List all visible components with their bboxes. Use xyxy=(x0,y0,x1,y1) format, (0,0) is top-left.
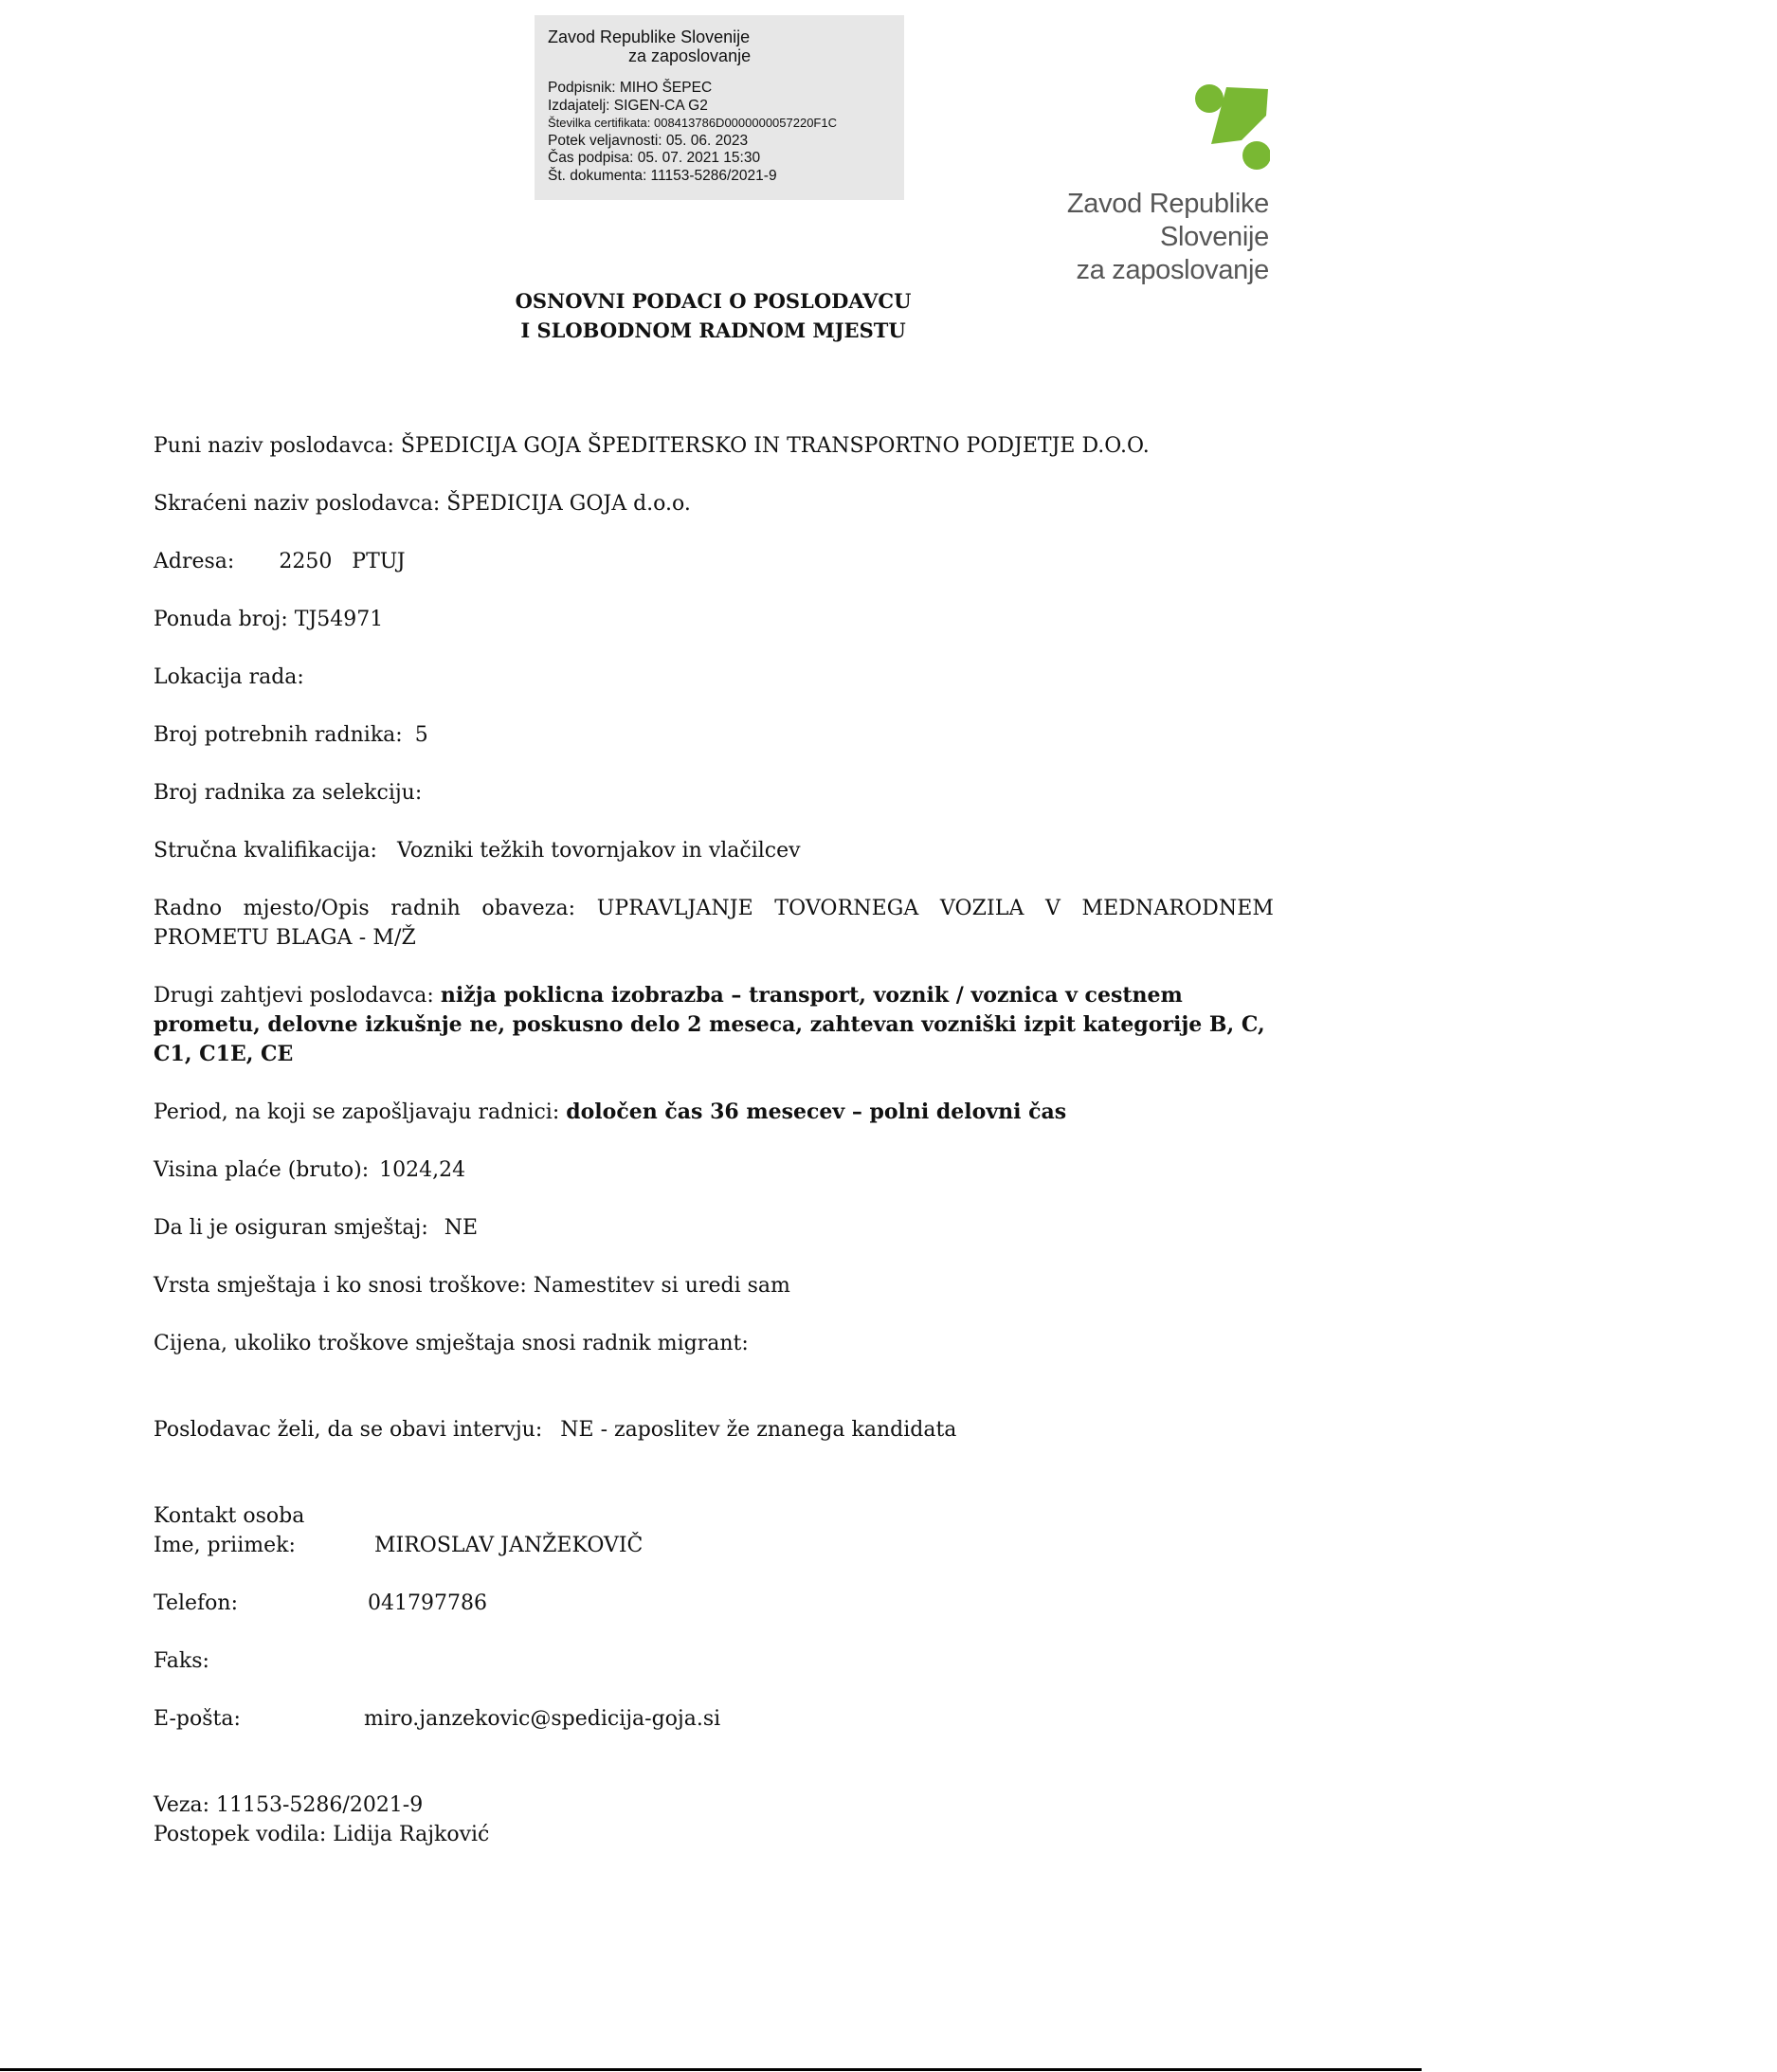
signature-org-line1: Zavod Republike Slovenije xyxy=(548,27,751,46)
qualification-value: Vozniki težkih tovornjakov in vlačilcev xyxy=(396,839,801,863)
salary-label: Visina plaće (bruto): xyxy=(154,1158,370,1182)
document-title-line1: OSNOVNI PODACI O POSLODAVCU xyxy=(515,289,912,313)
interview-value: NE - zaposlitev že znanega kandidata xyxy=(560,1418,957,1442)
organization-name-line1: Zavod Republike Slovenije xyxy=(1066,189,1269,252)
contact-email-value[interactable]: miro.janzekovic@spedicija-goja.si xyxy=(364,1707,721,1731)
organization-name xyxy=(960,188,1269,287)
field-other-requirements xyxy=(154,981,1274,1069)
contact-name-label: Ime, priimek: xyxy=(154,1534,296,1557)
contact-email-label: E-pošta: xyxy=(154,1707,241,1731)
job-label: Radno mjesto/Opis radnih obaveza: xyxy=(154,897,576,920)
document-body xyxy=(154,431,1274,1849)
offer-label: Ponuda broj: xyxy=(154,608,288,631)
accommodation-type-value: Namestitev si uredi sam xyxy=(533,1274,790,1298)
contact-fax-label: Faks: xyxy=(154,1649,209,1673)
contact-email xyxy=(154,1704,1274,1734)
signature-stamp xyxy=(535,15,904,200)
salary-value: 1024,24 xyxy=(379,1158,466,1182)
workers-needed-value: 5 xyxy=(414,723,428,747)
field-location xyxy=(154,663,1274,692)
field-qualification xyxy=(154,836,1274,865)
field-salary xyxy=(154,1155,1274,1185)
other-req-value: nižja poklicna izobrazba – transport, voznik / voznica v cestnem prometu, delovne izkušnje ne, poskusno delo 2 meseca, zahtevan vozniški izpit kategorije B, C, C1, C1E, CE xyxy=(154,983,1265,1066)
price-label: Cijena, ukoliko troškove smještaja snosi radnik migrant: xyxy=(154,1332,749,1355)
signature-issuer: Izdajatelj: SIGEN-CA G2 xyxy=(548,97,708,114)
job-value: UPRAVLJANJE TOVORNEGA VOZILA V MEDNARODNEM PROMETU BLAGA - M/Ž xyxy=(154,897,1275,950)
qualification-label: Stručna kvalifikacija: xyxy=(154,839,377,863)
organization-name-line2: za zaposlovanje xyxy=(1076,255,1269,285)
short-name-value: ŠPEDICIJA GOJA d.o.o. xyxy=(446,492,691,516)
other-req-label: Drugi zahtjevi poslodavca: xyxy=(154,984,434,1008)
field-accommodation xyxy=(154,1213,1274,1243)
accommodation-type-label: Vrsta smještaja i ko snosi troškove: xyxy=(154,1274,527,1298)
signature-doc-number: Št. dokumenta: 11153-5286/2021-9 xyxy=(548,167,777,184)
field-period xyxy=(154,1098,1274,1127)
signature-validity: Potek veljavnosti: 05. 06. 2023 xyxy=(548,132,749,149)
accommodation-label: Da li je osiguran smještaj: xyxy=(154,1216,428,1240)
accommodation-value: NE xyxy=(444,1216,479,1240)
document-title-line2: I SLOBODNOM RADNOM MJESTU xyxy=(520,318,906,342)
field-accommodation-type xyxy=(154,1271,1274,1300)
field-accommodation-price xyxy=(154,1329,1274,1358)
zrss-logo-icon xyxy=(1194,83,1270,171)
field-workers-needed xyxy=(154,720,1274,750)
field-offer-number xyxy=(154,605,1274,634)
field-interview xyxy=(154,1415,1274,1445)
signature-signer: Podpisnik: MIHO ŠEPEC xyxy=(548,80,713,96)
offer-value: TJ54971 xyxy=(294,608,384,631)
contact-name-value: MIROSLAV JANŽEKOVIČ xyxy=(374,1534,644,1557)
contact-fax xyxy=(154,1646,1274,1676)
field-full-name xyxy=(154,431,1274,461)
document-title xyxy=(426,286,1000,345)
short-name-label: Skraćeni naziv poslodavca: xyxy=(154,492,441,516)
contact-heading: Kontakt osoba xyxy=(154,1504,305,1528)
footer-reference: Veza: 11153-5286/2021-9 xyxy=(154,1793,424,1817)
footer-handled-by: Postopek vodila: Lidija Rajković xyxy=(154,1823,490,1846)
field-workers-selection xyxy=(154,778,1274,808)
contact-name xyxy=(154,1531,1274,1560)
full-name-label: Puni naziv poslodavca: xyxy=(154,434,394,458)
workers-selection-label: Broj radnika za selekciju: xyxy=(154,781,423,805)
signature-org-line2: za zaposlovanje xyxy=(628,46,752,65)
signature-time: Čas podpisa: 05. 07. 2021 15:30 xyxy=(548,150,761,166)
workers-needed-label: Broj potrebnih radnika: xyxy=(154,723,403,747)
address-value: 2250 PTUJ xyxy=(279,550,406,573)
signature-cert-number: Številka certifikata: 008413786D0000000057220F1C xyxy=(548,116,837,130)
field-short-name xyxy=(154,489,1274,518)
interview-label: Poslodavac želi, da se obavi intervju: xyxy=(154,1418,543,1442)
field-address xyxy=(154,547,1274,576)
location-label: Lokacija rada: xyxy=(154,665,304,689)
period-value: določen čas 36 mesecev – polni delovni čas xyxy=(566,1100,1067,1124)
bottom-divider xyxy=(0,2068,1422,2071)
field-job-description xyxy=(154,894,1274,953)
contact-phone xyxy=(154,1589,1274,1618)
contact-section xyxy=(154,1501,1274,1734)
period-label: Period, na koji se zapošljavaju radnici: xyxy=(154,1100,560,1124)
address-label: Adresa: xyxy=(154,550,235,573)
full-name-value: ŠPEDICIJA GOJA ŠPEDITERSKO IN TRANSPORTNO PODJETJE D.O.O. xyxy=(400,434,1150,458)
contact-phone-label: Telefon: xyxy=(154,1591,239,1615)
contact-phone-value: 041797786 xyxy=(368,1591,487,1615)
